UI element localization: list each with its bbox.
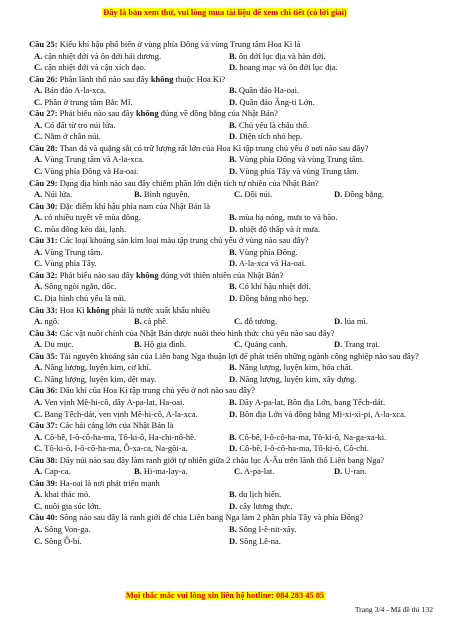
option-text: Cô-bê, I-ô-cô-ha-ma, Tô-ki-ô, Cô-chi.	[239, 443, 369, 454]
option-row	[29, 120, 425, 132]
answer-option	[224, 489, 419, 501]
option-letter: D.	[334, 189, 343, 200]
option-row	[29, 281, 425, 293]
option-text: Quần đảo Ha-oai.	[238, 85, 300, 96]
answer-option	[29, 501, 224, 513]
option-text: Vùng Trung tâm.	[44, 246, 103, 257]
answer-option	[29, 281, 224, 293]
option-row	[29, 466, 425, 478]
question-text: Ha-oai là nơi phát triển mạnh	[59, 477, 160, 488]
option-letter: A.	[34, 85, 43, 96]
answer-option	[224, 293, 419, 305]
question-stem	[29, 351, 425, 363]
answer-option	[224, 247, 419, 259]
option-row	[29, 131, 425, 143]
question-text: Các loại khoáng sản kim loại màu tập trung chủ yếu ở vùng nào sau đây?	[59, 235, 309, 246]
option-text: ngô.	[44, 316, 60, 327]
answer-option	[224, 224, 419, 236]
answer-option	[29, 258, 224, 270]
option-letter: A.	[34, 316, 43, 327]
option-row	[29, 97, 425, 109]
option-row	[29, 224, 425, 236]
question-text: Sông nào sau đây là ranh giới để chia Liên bang Nga làm 2 phần phía Tây và phía Đông?	[59, 512, 364, 523]
question-text: Dầu khí của Hoa Kì tập trung chủ yếu ở nơi nào sau đây?	[59, 385, 255, 396]
answer-option	[29, 339, 129, 351]
option-text: Sông ngòi ngắn, dốc.	[44, 281, 117, 292]
question-stem	[29, 305, 425, 317]
option-letter: D.	[334, 339, 343, 350]
option-row	[29, 258, 425, 270]
option-letter: C.	[34, 223, 43, 234]
question-text: thuộc Hoa Kì?	[173, 73, 226, 84]
answer-option	[29, 432, 224, 444]
option-text: Năng lượng, luyện kim, cơ khí.	[44, 362, 152, 373]
answer-option	[129, 316, 229, 328]
option-letter: C.	[34, 96, 43, 107]
question-text: Tài nguyên khoáng sản của Liên bang Nga thuận lợi để phát triển những ngành công nghiệp nào sau đây?	[59, 350, 419, 361]
option-row	[29, 432, 425, 444]
answer-option	[329, 339, 429, 351]
option-letter: C.	[34, 166, 43, 177]
header-notice	[0, 8, 450, 18]
question-number: Câu 33:	[29, 304, 58, 315]
option-text: Quần đảo Ăng-ti Lớn.	[239, 96, 315, 107]
option-letter: D.	[229, 408, 238, 419]
question-text: Phát biểu nào sau đây	[59, 108, 136, 119]
option-text: cận nhiệt đới và cận xích đạo.	[44, 62, 146, 73]
question-stem	[29, 39, 425, 51]
answer-option	[29, 224, 224, 236]
answer-option	[29, 51, 224, 63]
answer-option	[229, 189, 329, 201]
option-text: Sông I-ê-nit-xây.	[238, 523, 297, 534]
option-text: lúa mì.	[344, 316, 368, 327]
option-letter: B.	[134, 466, 142, 477]
answer-option	[329, 316, 429, 328]
answer-option	[224, 524, 419, 536]
question-emphasis: không	[135, 269, 159, 280]
answer-option	[29, 247, 224, 259]
option-letter: B.	[229, 281, 237, 292]
option-letter: D.	[229, 443, 238, 454]
question-number: Câu 40:	[29, 512, 58, 523]
footer-notice	[0, 591, 450, 601]
option-letter: B.	[229, 396, 237, 407]
option-text: nuôi gia súc lớn.	[44, 500, 101, 511]
question-stem	[29, 385, 425, 397]
option-letter: A.	[34, 339, 43, 350]
option-row	[29, 166, 425, 178]
option-text: Đồi núi.	[244, 189, 273, 200]
answer-option	[29, 189, 129, 201]
option-text: mùa đông kéo dài, lạnh.	[44, 223, 127, 234]
option-text: Sông Ô-bi.	[44, 535, 82, 546]
option-letter: A.	[34, 396, 43, 407]
answer-option	[224, 154, 419, 166]
option-text: Bang Tếch-dát, ven vịnh Mê-hi-cô, A-la-xca.	[44, 408, 198, 419]
question-stem	[29, 270, 425, 282]
question-number: Câu 36:	[29, 385, 58, 396]
option-text: Phần ở trung tâm Bắc Mĩ.	[44, 96, 133, 107]
option-letter: D.	[229, 500, 238, 511]
option-text: Du mục.	[44, 339, 74, 350]
option-text: nhiệt độ thấp và ít mưa.	[239, 223, 321, 234]
option-row	[29, 212, 425, 224]
option-text: Núi lửa.	[44, 189, 73, 200]
page-label: Trang 3/4 - Mã đề thi 132	[354, 605, 433, 614]
option-text: du lịch biển.	[238, 489, 282, 500]
option-letter: C.	[34, 293, 43, 304]
option-letter: B.	[229, 489, 237, 500]
question-number: Câu 30:	[29, 200, 58, 211]
answer-option	[29, 131, 224, 143]
option-letter: A.	[34, 362, 43, 373]
question-number: Câu 25:	[29, 39, 58, 49]
question-list	[29, 39, 425, 547]
answer-option	[29, 397, 224, 409]
option-row	[29, 501, 425, 513]
option-letter: D.	[229, 258, 238, 269]
option-text: Có khí hậu nhiệt đới.	[238, 281, 311, 292]
option-letter: B.	[229, 119, 237, 130]
option-letter: C.	[34, 443, 43, 454]
question-stem	[29, 143, 425, 155]
question-stem	[29, 178, 425, 190]
question-stem	[29, 74, 425, 86]
option-text: cà phê.	[143, 316, 168, 327]
option-row	[29, 247, 425, 259]
option-text: cây lương thực.	[239, 500, 293, 511]
option-letter: A.	[34, 466, 43, 477]
option-row	[29, 85, 425, 97]
option-letter: B.	[134, 339, 142, 350]
question-text: đúng với thiên nhiên của Nhật Bản?	[158, 269, 284, 280]
question-text: Hoa Kì	[59, 304, 87, 315]
question-number: Câu 29:	[29, 177, 58, 188]
option-text: Sông Von-ga.	[44, 523, 91, 534]
option-text: Đồng bằng.	[344, 189, 385, 200]
answer-option	[229, 339, 329, 351]
option-text: Diện tích nhỏ hẹp.	[239, 131, 303, 142]
option-text: Sông Lê-na.	[239, 535, 281, 546]
option-row	[29, 316, 425, 328]
option-text: Ven vịnh Mê-hi-cô, dãy A-pa-lat, Ha-oai.	[44, 396, 185, 407]
answer-option	[224, 432, 419, 444]
option-letter: A.	[34, 489, 43, 500]
question-emphasis: không	[150, 73, 174, 84]
option-text: Nằm ở chân núi.	[44, 131, 101, 142]
option-letter: B.	[229, 431, 237, 442]
option-letter: B.	[229, 523, 237, 534]
option-letter: B.	[229, 154, 237, 165]
option-letter: D.	[229, 166, 238, 177]
question-number: Câu 28:	[29, 142, 58, 153]
option-text: Vùng phía Tây.	[44, 258, 97, 269]
answer-option	[224, 501, 419, 513]
answer-option	[224, 409, 419, 421]
option-letter: C.	[234, 189, 243, 200]
answer-option	[224, 536, 419, 548]
option-letter: C.	[234, 339, 243, 350]
option-text: mùa hạ nóng, mưa to và bão.	[238, 212, 338, 223]
option-text: Vùng phía Tây và vùng Trung tâm.	[239, 166, 359, 177]
option-letter: D.	[334, 466, 343, 477]
option-letter: D.	[229, 293, 238, 304]
option-row	[29, 489, 425, 501]
option-row	[29, 62, 425, 74]
option-letter: B.	[229, 212, 237, 223]
question-number: Câu 35:	[29, 350, 58, 361]
option-text: Địa hình chủ yếu là núi.	[44, 293, 127, 304]
answer-option	[29, 316, 129, 328]
option-text: Vùng Trung tâm và A-la-xca.	[44, 154, 145, 165]
question-stem	[29, 328, 425, 340]
option-text: Trang trại.	[344, 339, 380, 350]
answer-option	[224, 258, 419, 270]
answer-option	[224, 212, 419, 224]
option-text: Vùng phía Đông.	[238, 246, 298, 257]
question-text: đúng về đồng bằng của Nhật Bản?	[158, 108, 278, 119]
option-text: Vùng phía Đông và Ha-oai.	[44, 166, 139, 177]
option-letter: B.	[134, 316, 142, 327]
option-text: Bồn địa Lớn và đồng bằng Mi-xi-xi-pi, A-la-xca.	[239, 408, 407, 419]
answer-option	[29, 293, 224, 305]
option-text: Cô-bê, I-ô-cô-ha-ma, Tô-ki-ô, Na-ga-xa-ki.	[238, 431, 387, 442]
option-letter: C.	[234, 316, 243, 327]
question-number: Câu 27:	[29, 108, 58, 119]
option-text: A-pa-lat.	[243, 466, 275, 477]
answer-option	[29, 536, 224, 548]
option-letter: B.	[229, 362, 237, 373]
option-letter: C.	[34, 408, 43, 419]
answer-option	[29, 524, 224, 536]
answer-option	[224, 62, 419, 74]
option-text: A-la-xca và Ha-oai.	[238, 258, 307, 269]
option-letter: A.	[34, 523, 43, 534]
option-letter: B.	[229, 85, 237, 96]
option-text: Hi-ma-lay-a.	[143, 466, 188, 477]
option-row	[29, 154, 425, 166]
option-letter: B.	[134, 189, 142, 200]
option-row	[29, 362, 425, 374]
option-text: Năng lượng, luyện kim, hóa chất.	[238, 362, 353, 373]
question-text: Phát biểu nào sau đây	[59, 269, 136, 280]
option-letter: C.	[34, 535, 43, 546]
question-text: Đặc điểm khí hậu phía nam của Nhật Bản là	[59, 200, 211, 211]
question-text: Các vật nuôi chính của Nhật Bản được nuôi theo hình thức chủ yếu nào sau đây?	[59, 327, 335, 338]
option-text: hoang mạc và ôn đới lục địa.	[239, 62, 338, 73]
option-text: Dãy A-pa-lat, Bồn địa Lớn, bang Tếch-dát.	[238, 396, 386, 407]
question-text: Dãy núi nào sau đây làm ranh giới tự nhiên giữa 2 châu lục Á-Âu trên lãnh thổ Liên bang Nga?	[59, 454, 385, 465]
answer-option	[224, 397, 419, 409]
option-text: Quảng canh.	[244, 339, 288, 350]
question-text: Kiểu khí hậu phổ biến ở vùng phía Đông và vùng Trung tâm Hoa Kì là	[59, 39, 301, 49]
option-letter: A.	[34, 246, 43, 257]
option-text: Hộ gia đình.	[143, 339, 187, 350]
answer-option	[29, 362, 224, 374]
option-text: U-ran.	[344, 466, 367, 477]
footer-notice-text: Mọi thắc mắc vui lòng xin liên hệ hotline: 084 283 45 85	[125, 591, 325, 600]
option-text: Năng lượng, luyện kim, dệt may.	[44, 373, 157, 384]
question-number: Câu 31:	[29, 235, 58, 246]
question-stem	[29, 201, 425, 213]
option-letter: C.	[34, 131, 43, 142]
option-text: Chủ yếu là châu thổ.	[238, 119, 310, 130]
option-text: Có đất từ tro núi lửa.	[44, 119, 116, 130]
option-text: Năng lượng, luyện kim, xây dựng.	[239, 373, 357, 384]
header-notice-text: Đây là bản xem thử, vui lòng mua tài liệu để xem chi tiết (có lời giải)	[103, 8, 347, 17]
option-letter: A.	[34, 50, 43, 61]
question-number: Câu 38:	[29, 454, 58, 465]
option-letter: C.	[34, 258, 43, 269]
option-letter: C.	[34, 500, 43, 511]
answer-option	[29, 97, 224, 109]
question-stem	[29, 420, 425, 432]
answer-option	[224, 166, 419, 178]
question-text: phải là nước xuất khẩu nhiều	[109, 304, 210, 315]
option-letter: D.	[229, 223, 238, 234]
option-text: Tô-ki-ô, I-ô-cô-ha-ma, Ô-xa-ca, Na-gôi-a.	[44, 443, 188, 454]
option-row	[29, 51, 425, 63]
answer-option	[29, 443, 224, 455]
answer-option	[329, 466, 429, 478]
option-letter: A.	[34, 281, 43, 292]
question-stem	[29, 235, 425, 247]
option-letter: D.	[229, 96, 238, 107]
answer-option	[224, 97, 419, 109]
option-text: ôn đới lục địa và hàn đới.	[238, 50, 326, 61]
option-text: Bình nguyên.	[143, 189, 190, 200]
answer-option	[29, 489, 224, 501]
answer-option	[29, 154, 224, 166]
option-letter: C.	[34, 373, 43, 384]
option-letter: D.	[229, 373, 238, 384]
option-letter: A.	[34, 154, 43, 165]
question-number: Câu 32:	[29, 269, 58, 280]
option-text: cận nhiệt đới và ôn đới hải dương.	[44, 50, 162, 61]
question-stem	[29, 455, 425, 467]
answer-option	[29, 166, 224, 178]
option-letter: D.	[229, 131, 238, 142]
question-stem	[29, 478, 425, 490]
question-number: Câu 39:	[29, 477, 58, 488]
option-letter: A.	[34, 189, 43, 200]
option-row	[29, 189, 425, 201]
option-row	[29, 293, 425, 305]
answer-option	[224, 131, 419, 143]
option-letter: B.	[229, 246, 237, 257]
question-emphasis: không	[135, 108, 159, 119]
question-number: Câu 37:	[29, 420, 58, 431]
option-row	[29, 397, 425, 409]
option-letter: D.	[334, 316, 343, 327]
option-letter: A.	[34, 212, 43, 223]
answer-option	[224, 374, 419, 386]
option-text: đỗ tương.	[244, 316, 278, 327]
question-stem	[29, 108, 425, 120]
option-letter: C.	[34, 62, 43, 73]
option-letter: B.	[229, 50, 237, 61]
answer-option	[29, 85, 224, 97]
answer-option	[129, 339, 229, 351]
option-text: Bán đảo A-la-xca.	[44, 85, 106, 96]
option-letter: A.	[34, 431, 43, 442]
answer-option	[29, 212, 224, 224]
question-text: Dạng địa hình nào sau đây chiếm phần lớn diện tích tự nhiên của Nhật Bản?	[59, 177, 319, 188]
question-text: Phần lãnh thổ nào sau đây	[59, 73, 151, 84]
option-row	[29, 524, 425, 536]
option-text: khai thác mỏ.	[44, 489, 91, 500]
answer-option	[224, 51, 419, 63]
answer-option	[224, 120, 419, 132]
answer-option	[329, 189, 429, 201]
answer-option	[224, 443, 419, 455]
option-row	[29, 443, 425, 455]
option-row	[29, 409, 425, 421]
option-text: Cap-ca.	[44, 466, 71, 477]
answer-option	[129, 189, 229, 201]
option-text: Đồng bằng nhỏ hẹp.	[239, 293, 309, 304]
answer-option	[29, 409, 224, 421]
option-text: có nhiều tuyết về mùa đông.	[44, 212, 141, 223]
answer-option	[229, 466, 329, 478]
option-row	[29, 374, 425, 386]
answer-option	[224, 85, 419, 97]
option-text: Cô-bê, I-ô-cô-ha-ma, Tô-ki-ô, Ha-chi-nô-hê.	[44, 431, 196, 442]
answer-option	[29, 62, 224, 74]
option-letter: D.	[229, 535, 238, 546]
answer-option	[29, 120, 224, 132]
option-letter: C.	[234, 466, 243, 477]
answer-option	[224, 281, 419, 293]
option-row	[29, 536, 425, 548]
option-text: Vùng phía Đông và vùng Trung tâm.	[238, 154, 365, 165]
answer-option	[224, 362, 419, 374]
option-row	[29, 339, 425, 351]
answer-option	[129, 466, 229, 478]
option-letter: A.	[34, 119, 43, 130]
answer-option	[29, 374, 224, 386]
answer-option	[229, 316, 329, 328]
question-number: Câu 26:	[29, 73, 58, 84]
question-text: Than đá và quặng sắt có trữ lượng rất lớn của Hoa Kì tập trung chủ yếu ở nơi nào sau đây?	[59, 142, 369, 153]
question-number: Câu 34:	[29, 327, 58, 338]
answer-option	[29, 466, 129, 478]
question-text: Các hải cảng lớn của Nhật Bản là	[59, 420, 174, 431]
question-stem	[29, 512, 425, 524]
question-emphasis: không	[86, 304, 110, 315]
option-letter: D.	[229, 62, 238, 73]
